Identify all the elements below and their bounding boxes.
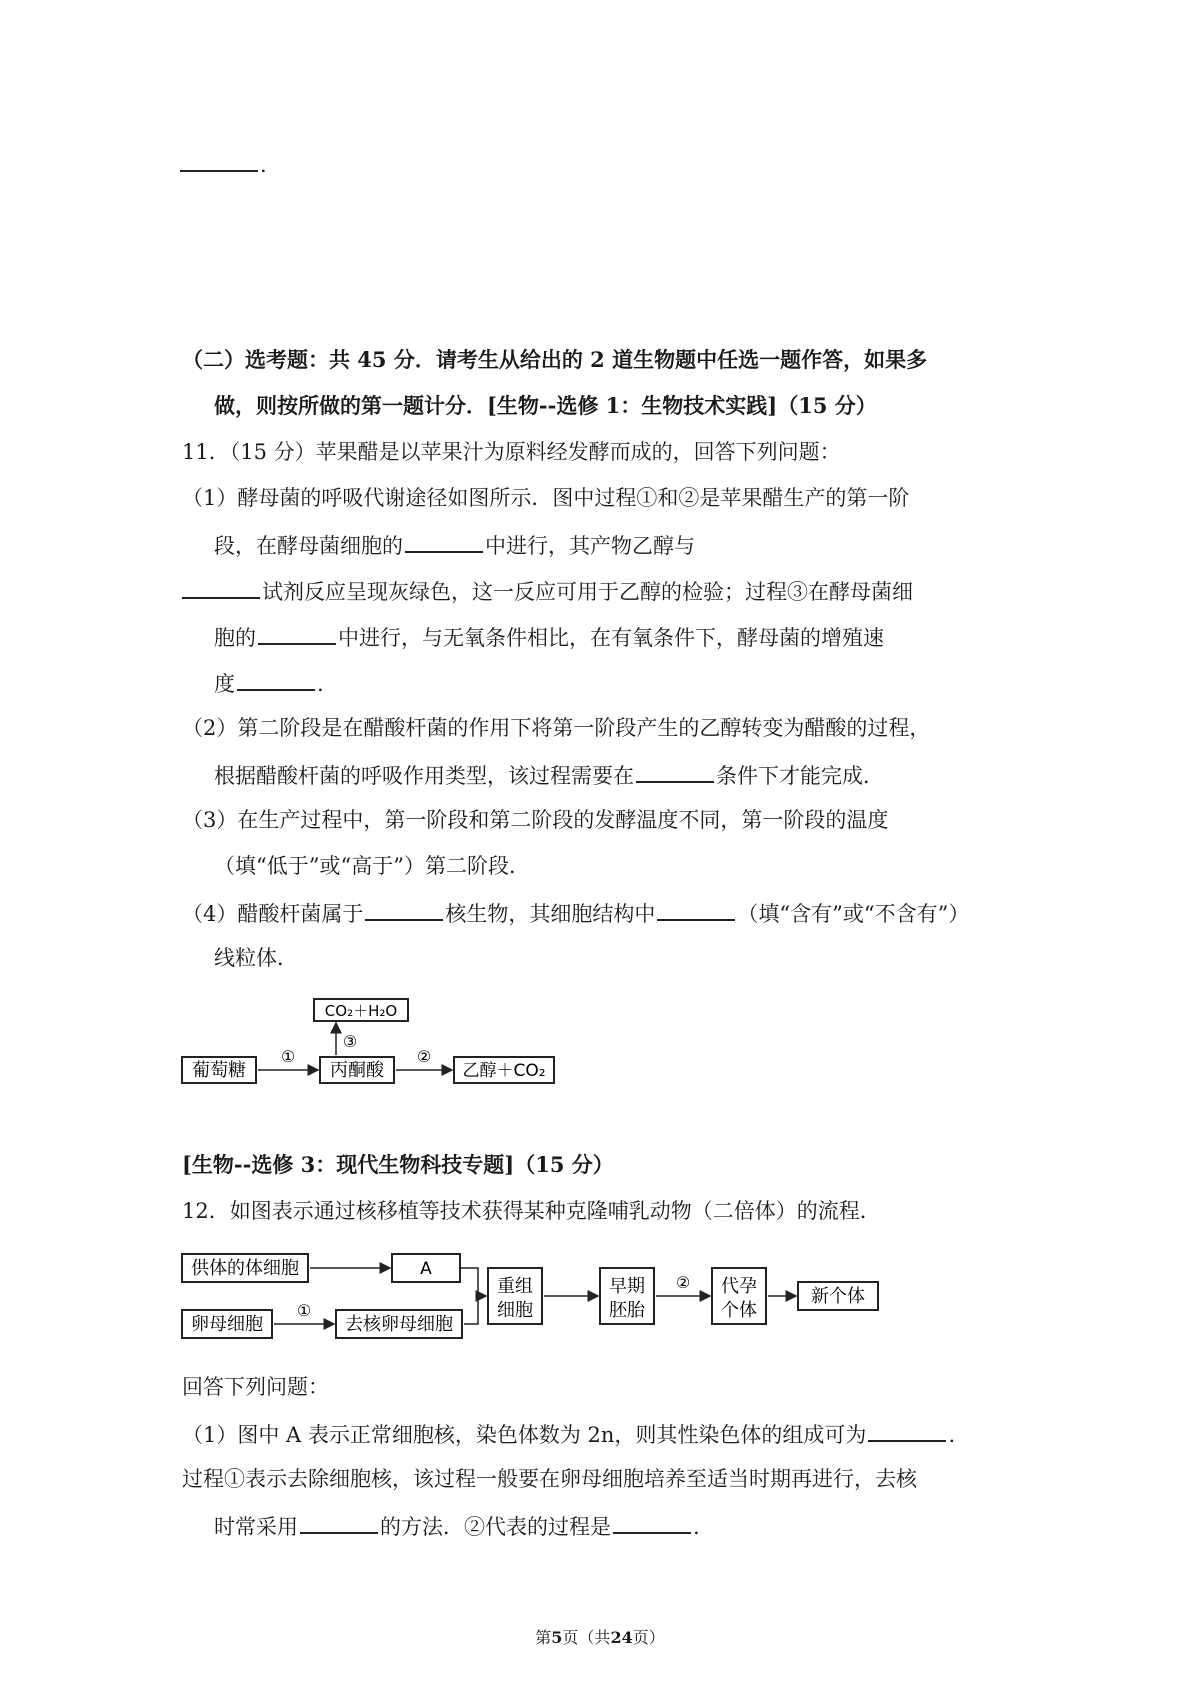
q12-p1-line2: 过程①表示去除细胞核，该过程一般要在卵母细胞培养至适当时期再进行，去核 bbox=[182, 1467, 917, 1491]
donor-cell-label: 供体的体细胞 bbox=[191, 1258, 299, 1279]
q12-stem: 12．如图表示通过核移植等技术获得某种克隆哺乳动物（二倍体）的流程． bbox=[182, 1199, 881, 1223]
answer-blank bbox=[405, 529, 483, 553]
new-individual-label: 新个体 bbox=[811, 1286, 865, 1307]
answer-blank bbox=[237, 667, 315, 691]
recombined-cell-label-1: 重组 bbox=[497, 1276, 533, 1297]
section-header-line-1: （二）选考题：共 45 分．请考生从给出的 2 道生物题中任选一题作答，如果多 bbox=[182, 347, 928, 372]
q11-p4-line2: 线粒体． bbox=[214, 946, 298, 970]
step-2-label: ② bbox=[416, 1047, 432, 1066]
step-1-label: ① bbox=[280, 1047, 296, 1066]
total-pages: 24 bbox=[610, 1628, 633, 1647]
q11-p1-line4: 胞的 中进行，与无氧条件相比，在有氧条件下，酵母菌的增殖速 bbox=[214, 621, 884, 653]
q11-p2-line1: （2）第二阶段是在醋酸杆菌的作用下将第一阶段产生的乙醇转变为醋酸的过程， bbox=[182, 716, 931, 740]
answer-blank bbox=[182, 575, 260, 599]
ethanol-co2-label: 乙醇＋CO₂ bbox=[462, 1061, 546, 1081]
q12-step-2-label: ② bbox=[675, 1273, 691, 1292]
early-embryo-label-1: 早期 bbox=[609, 1276, 645, 1297]
co2-h2o-label: CO₂＋H₂O bbox=[324, 1002, 398, 1020]
surrogate-label-2: 个体 bbox=[721, 1300, 757, 1321]
answer-blank bbox=[365, 897, 443, 921]
top-fragment: . bbox=[180, 148, 267, 180]
q11-p4-line1: （4）醋酸杆菌属于 核生物，其细胞结构中 （填“含有”或“不含有”） bbox=[182, 897, 969, 929]
q12-p1-line3: 时常采用 的方法．②代表的过程是 . bbox=[214, 1510, 700, 1542]
pyruvate-label: 丙酮酸 bbox=[330, 1060, 384, 1081]
q11-p3-line2: （填“低于”或“高于”）第二阶段． bbox=[214, 854, 530, 878]
glucose-label: 葡萄糖 bbox=[192, 1060, 246, 1081]
q12-section-header: [生物--选修 3：现代生物科技专题]（15 分） bbox=[182, 1152, 614, 1177]
nucleus-a-label: A bbox=[420, 1259, 432, 1279]
recombined-cell-label-2: 细胞 bbox=[497, 1300, 533, 1321]
answer-blank bbox=[300, 1510, 378, 1534]
answer-blank bbox=[657, 897, 735, 921]
q11-p1-line1: （1）酵母菌的呼吸代谢途径如图所示．图中过程①和②是苹果醋生产的第一阶 bbox=[182, 486, 910, 510]
page-footer: 第5页（共24页） bbox=[535, 1628, 665, 1647]
q11-p1-line2: 段，在酵母菌细胞的 中进行，其产物乙醇与 bbox=[214, 529, 695, 561]
q11-p1-line5: 度 . bbox=[214, 667, 324, 699]
q11-stem: 11．（15 分）苹果醋是以苹果汁为原料经发酵而成的，回答下列问题： bbox=[182, 440, 841, 464]
enucleated-oocyte-label: 去核卵母细胞 bbox=[345, 1314, 453, 1335]
page-number: 5 bbox=[551, 1628, 563, 1647]
answer-blank bbox=[636, 759, 714, 783]
surrogate-label-1: 代孕 bbox=[721, 1276, 757, 1297]
section-header-line-2: 做，则按所做的第一题计分．[生物--选修 1：生物技术实践]（15 分） bbox=[214, 393, 877, 418]
early-embryo-label-2: 胚胎 bbox=[609, 1300, 645, 1321]
yeast-respiration-diagram bbox=[178, 995, 578, 1105]
q11-p2-line2: 根据醋酸杆菌的呼吸作用类型，该过程需要在 条件下才能完成． bbox=[214, 759, 884, 791]
q12-p1-line1: （1）图中 A 表示正常细胞核，染色体数为 2n，则其性染色体的组成可为 . bbox=[182, 1418, 955, 1450]
answer-blank bbox=[180, 148, 258, 172]
answer-blank bbox=[613, 1510, 691, 1534]
q12-answer-intro: 回答下列问题： bbox=[182, 1375, 329, 1399]
q11-p1-line3: 试剂反应呈现灰绿色，这一反应可用于乙醇的检验；过程③在酵母菌细 bbox=[182, 575, 913, 607]
answer-blank bbox=[868, 1418, 946, 1442]
oocyte-label: 卵母细胞 bbox=[191, 1314, 263, 1335]
nuclear-transfer-diagram bbox=[178, 1240, 898, 1350]
q12-step-1-label: ① bbox=[296, 1301, 312, 1320]
answer-blank bbox=[258, 621, 336, 645]
q11-p3-line1: （3）在生产过程中，第一阶段和第二阶段的发酵温度不同，第一阶段的温度 bbox=[182, 808, 889, 832]
step-3-label: ③ bbox=[342, 1032, 358, 1051]
